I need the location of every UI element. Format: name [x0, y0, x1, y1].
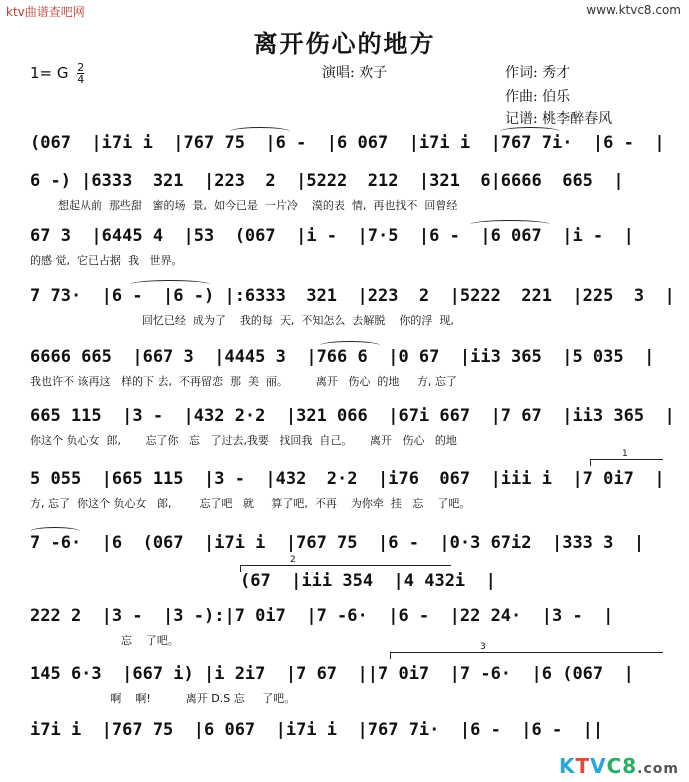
row-lyrics: 你这个 负心女 郎, 忘了你 忘 了过去,我要 找回我 自己。 离开 伤心 的地	[30, 434, 457, 447]
row-notes: 145 6·3 |667 i) |i 2i7 |7 67 ||7 0i7 |7 -6· |6 (067 |	[30, 664, 634, 684]
time-bottom: 4	[77, 73, 85, 86]
singer-credit: 演唱: 欢子	[322, 65, 388, 81]
row-notes: 665 115 |3 - |432 2·2 |321 066 |67i 667 |7 67 |ii3 365 |	[30, 406, 675, 426]
score-row-alt: (67 |iii 354 |4 432i | 2	[240, 571, 640, 619]
row-lyrics: 想起从前 那些甜 蜜的场 景, 如今已是 一片冷 漠的表 情, 再也找不 回曾经	[30, 199, 458, 212]
site-watermark-right: www.ktvc8.com	[586, 3, 681, 17]
score-row	[30, 347, 662, 395]
key-label: 1= G	[30, 64, 69, 82]
score-row	[30, 226, 662, 274]
site-watermark-left: ktv曲谱查吧网	[6, 5, 85, 19]
key-signature	[30, 62, 84, 85]
score-row: 5 055 |665 115 |3 - |432 2·2 |i76 067 |iii i |7 0i7 | 方, 忘了 你这个 负心女 郎, 忘了吧 就 算了吧, 不再 为你牵 挂 忘 了吧。 1	[30, 449, 665, 510]
composer-credit: 作曲: 伯乐	[505, 89, 571, 105]
row-notes: i7i i |767 75 |6 067 |i7i i |767 7i· |6 - |6 - ||	[30, 720, 604, 740]
row-lyrics: 我也许不 该再这 样的下 去, 不再留恋 那 美 丽。 离开 伤心 的地 方, 忘了	[30, 375, 457, 388]
transcriber-credit: 记谱: 桃李醉春风	[505, 111, 613, 127]
site-logo: KTVC8.com	[558, 754, 679, 778]
row-notes: 6 -) |6333 321 |223 2 |5222 212 |321 6|6666 665 |	[30, 171, 624, 191]
row-notes: 7 73· |6 - |6 -) |:6333 321 |223 2 |5222 221 |225 3 |	[30, 286, 675, 306]
row-notes: 5 055 |665 115 |3 - |432 2·2 |i76 067 |iii i |7 0i7 |	[30, 469, 665, 489]
song-title: 离开伤心的地方	[253, 29, 436, 58]
row-lyrics: 回忆已经 成为了 我的每 天, 不知怎么 去解脱 你的浮 现,	[30, 314, 454, 327]
row-notes: 67 3 |6445 4 |53 (067 |i - |7·5 |6 - |6 067 |i - |	[30, 226, 634, 246]
score-row	[30, 171, 662, 219]
score-row	[30, 406, 675, 454]
row-lyrics: 啊 啊! 离开 D.S 忘 了吧。	[30, 692, 296, 705]
row-notes: (67 |iii 354 |4 432i |	[240, 571, 496, 591]
time-signature	[77, 62, 84, 85]
score-row	[30, 606, 662, 654]
row-lyrics: 的感 觉, 它已占据 我 世界。	[30, 254, 183, 267]
row-notes: 222 2 |3 - |3 -):|7 0i7 |7 -6· |6 - |22 24· |3 - |	[30, 606, 614, 626]
row-lyrics: 忘 了吧。	[30, 634, 179, 647]
score-row: 145 6·3 |667 i) |i 2i7 |7 67 ||7 0i7 |7 -6· |6 (067 | 啊 啊! 离开 D.S 忘 了吧。 3	[30, 664, 662, 712]
lyricist-credit: 作词: 秀才	[505, 65, 571, 81]
row-notes: 7 -6· |6 (067 |i7i i |767 75 |6 - |0·3 67i2 |333 3 |	[30, 533, 645, 553]
row-notes: 6666 665 |667 3 |4445 3 |766 6 |0 67 |ii3 365 |5 035 |	[30, 347, 655, 367]
score-row	[30, 286, 675, 334]
row-lyrics: 方, 忘了 你这个 负心女 郎, 忘了吧 就 算了吧, 不再 为你牵 挂 忘 了吧。	[30, 497, 471, 510]
row-notes: (067 |i7i i |767 75 |6 - |6 067 |i7i i |767 7i· |6 - |	[30, 133, 665, 153]
time-top: 2	[77, 61, 85, 74]
